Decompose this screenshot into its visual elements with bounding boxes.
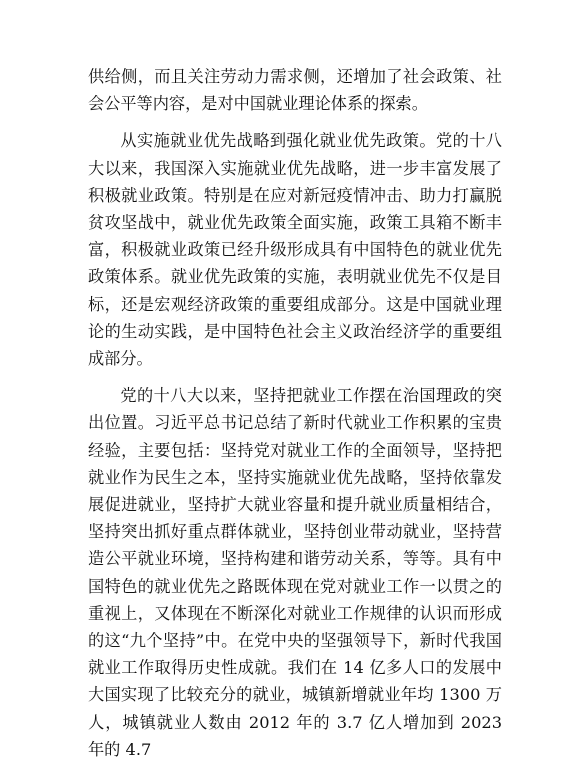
paragraph-employment-priority-policy: 从实施就业优先战略到强化就业优先政策。党的十八大以来，我国深入实施就业优先战略，进一步丰富发展了积极就业政策。特别是在应对新冠疫情冲击、助力打赢脱贫攻坚战中，就业优先政策全面实施，政策工具箱不断丰富，积极就业政策已经升级形成具有中国特色的就业优先政策体系。就业优先政策的实施，表明就业优先不仅是目标，还是宏观经济政策的重要组成部分。这是中国就业理论的生动实践，是中国特色社会主义政治经济学的重要组成部分。 <box>88 131 502 369</box>
document-body <box>88 63 502 763</box>
paragraph-employment-work-since-18th-congress: 党的十八大以来，坚持把就业工作摆在治国理政的突出位置。习近平总书记总结了新时代就业工作积累的宝贵经验，主要包括：坚持党对就业工作的全面领导，坚持把就业作为民生之本，坚持实施就业优先战略，坚持依靠发展促进就业，坚持扩大就业容量和提升就业质量相结合，坚持突出抓好重点群体就业，坚持创业带动就业，坚持营造公平就业环境，坚持构建和谐劳动关系，等等。具有中国特色的就业优先之路既体现在党对就业工作一以贯之的重视上，又体现在不断深化对就业工作规律的认识而形成的这“九个坚持”中。在党中央的坚强领导下，新时代我国就业工作取得历史性成就。我们在 14 亿多人口的发展中大国实现了比较充分的就业，城镇新增就业年均 1300 万人，城镇就业人数由 2012 年的 3.7 亿人增加到 2023 年的 4.7 <box>88 386 502 759</box>
paragraph-continuation: 供给侧，而且关注劳动力需求侧，还增加了社会政策、社会公平等内容，是对中国就业理论体系的探索。 <box>88 67 502 114</box>
